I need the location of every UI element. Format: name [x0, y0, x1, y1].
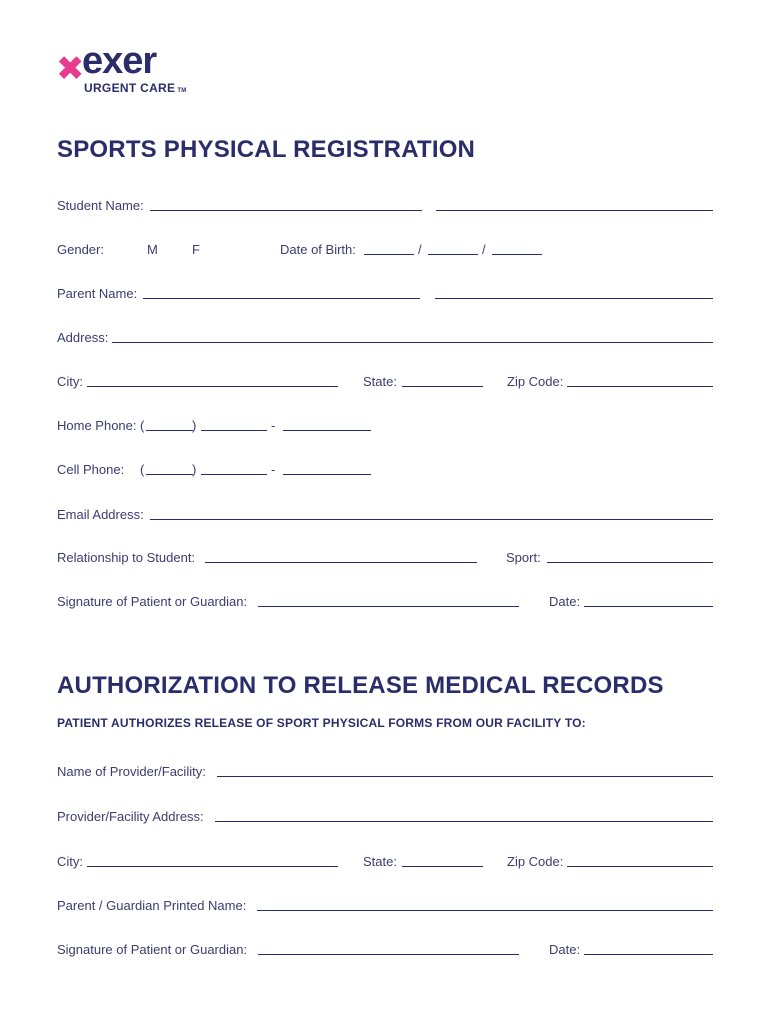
- trademark: TM: [177, 88, 187, 94]
- email-label: Email Address:: [57, 507, 144, 522]
- provider-state-field[interactable]: [402, 866, 483, 867]
- student-name-label: Student Name:: [57, 198, 144, 213]
- student-first-name-field[interactable]: [150, 210, 422, 211]
- provider-zip-label: Zip Code:: [507, 854, 564, 869]
- dob-year-field[interactable]: [492, 254, 542, 255]
- cell-line-number-field[interactable]: [283, 474, 371, 475]
- dob-label: Date of Birth:: [280, 242, 356, 257]
- parent-first-name-field[interactable]: [143, 298, 420, 299]
- relationship-field[interactable]: [205, 562, 477, 563]
- sport-field[interactable]: [547, 562, 713, 563]
- state-label: State:: [363, 374, 397, 389]
- gender-label: Gender:: [57, 242, 104, 257]
- provider-zip-field[interactable]: [567, 866, 713, 867]
- provider-state-label: State:: [363, 854, 397, 869]
- parent-name-label: Parent Name:: [57, 286, 138, 301]
- city-label: City:: [57, 374, 83, 389]
- authorization-signature-field[interactable]: [258, 954, 519, 955]
- x-mark-icon: ✖: [56, 50, 85, 88]
- dob-day-field[interactable]: [428, 254, 478, 255]
- sport-label: Sport:: [506, 550, 541, 565]
- authorization-subtitle: PATIENT AUTHORIZES RELEASE OF SPORT PHYSICAL FORMS FROM OUR FACILITY TO:: [57, 716, 586, 730]
- guardian-printed-name-label: Parent / Guardian Printed Name:: [57, 898, 247, 913]
- authorization-date-field[interactable]: [584, 954, 713, 955]
- exer-urgent-care-logo: [56, 42, 206, 98]
- provider-city-label: City:: [57, 854, 83, 869]
- home-phone-label: Home Phone:: [57, 418, 137, 433]
- authorization-date-label: Date:: [549, 942, 581, 957]
- home-line-number-field[interactable]: [283, 430, 371, 431]
- logo-wordmark: exer: [82, 40, 157, 82]
- authorization-title: AUTHORIZATION TO RELEASE MEDICAL RECORDS: [57, 672, 664, 699]
- dob-slash-2: /: [482, 242, 486, 257]
- provider-name-label: Name of Provider/Facility:: [57, 764, 206, 779]
- cell-dash: -: [271, 462, 276, 477]
- home-prefix-field[interactable]: [201, 430, 267, 431]
- gender-f-option[interactable]: F: [192, 242, 200, 257]
- home-area-code-field[interactable]: [146, 430, 193, 431]
- student-last-name-field[interactable]: [436, 210, 713, 211]
- provider-name-field[interactable]: [217, 776, 713, 777]
- provider-address-label: Provider/Facility Address:: [57, 809, 204, 824]
- signature-field[interactable]: [258, 606, 519, 607]
- provider-city-field[interactable]: [87, 866, 338, 867]
- home-paren-open: (: [140, 418, 145, 433]
- home-dash: -: [271, 418, 276, 433]
- date-label: Date:: [549, 594, 581, 609]
- guardian-printed-name-field[interactable]: [257, 910, 713, 911]
- email-field[interactable]: [150, 519, 713, 520]
- gender-m-option[interactable]: M: [147, 242, 158, 257]
- address-field[interactable]: [112, 342, 713, 343]
- zip-label: Zip Code:: [507, 374, 564, 389]
- cell-phone-label: Cell Phone:: [57, 462, 125, 477]
- cell-paren-open: (: [140, 462, 145, 477]
- cell-prefix-field[interactable]: [201, 474, 267, 475]
- dob-month-field[interactable]: [364, 254, 414, 255]
- address-label: Address:: [57, 330, 109, 345]
- relationship-label: Relationship to Student:: [57, 550, 196, 565]
- registration-title: SPORTS PHYSICAL REGISTRATION: [57, 136, 476, 163]
- signature-label: Signature of Patient or Guardian:: [57, 594, 248, 609]
- provider-address-field[interactable]: [215, 821, 713, 822]
- city-field[interactable]: [87, 386, 338, 387]
- authorization-signature-label: Signature of Patient or Guardian:: [57, 942, 248, 957]
- dob-slash-1: /: [418, 242, 422, 257]
- date-field[interactable]: [584, 606, 713, 607]
- state-field[interactable]: [402, 386, 483, 387]
- home-paren-close: ): [192, 418, 197, 433]
- logo-subtitle-text: URGENT CARE: [84, 81, 176, 95]
- parent-last-name-field[interactable]: [435, 298, 713, 299]
- cell-area-code-field[interactable]: [146, 474, 193, 475]
- cell-paren-close: ): [192, 462, 197, 477]
- zip-field[interactable]: [567, 386, 713, 387]
- logo-subtitle: [84, 81, 187, 95]
